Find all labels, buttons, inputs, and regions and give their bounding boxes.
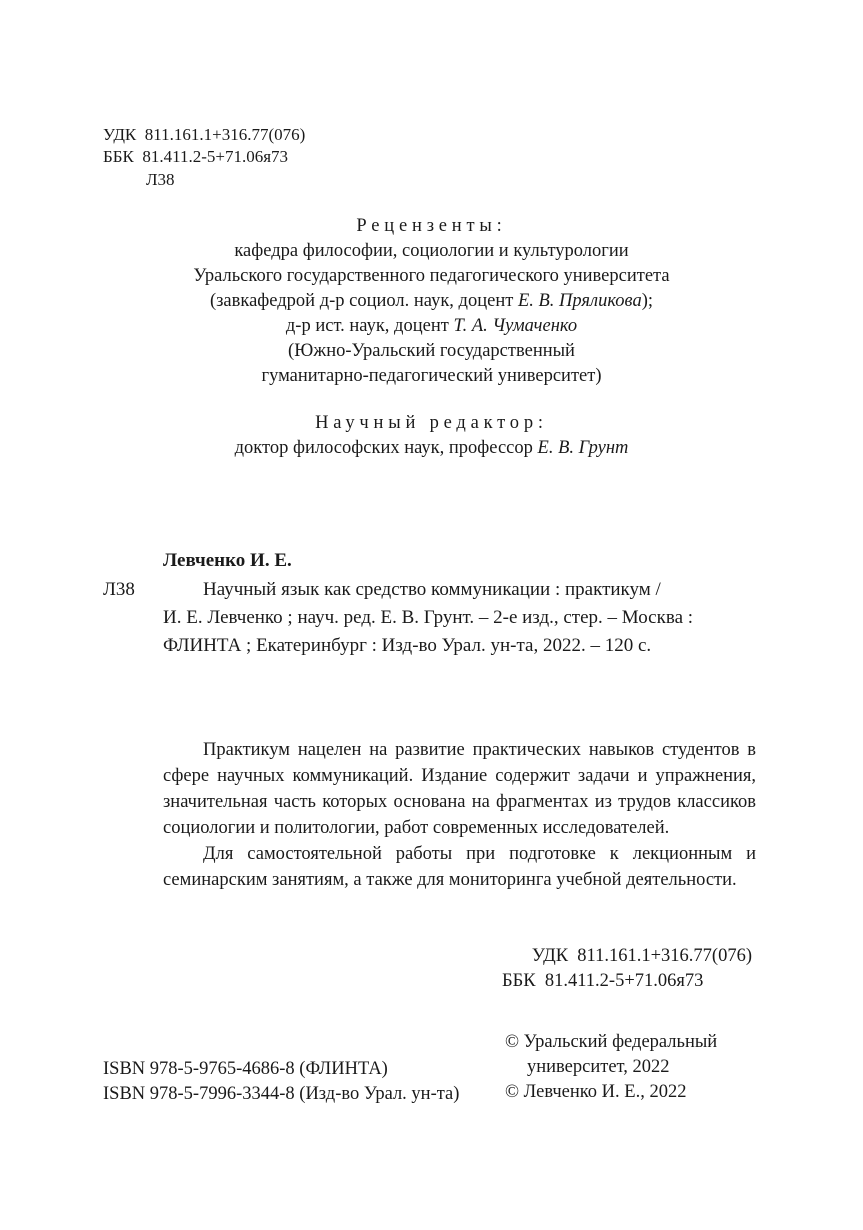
record-line-2: И. Е. Левченко ; науч. ред. Е. В. Грунт. – 2-е изд., стер. – Москва :: [163, 607, 694, 628]
author-mark-top: Л38: [146, 170, 175, 189]
bbk-value: 81.411.2-5+71.06я73: [142, 147, 289, 166]
udk-value: 811.161.1+316.77(076): [144, 125, 306, 144]
abstract-paragraph-1: Практикум нацелен на развитие практических навыков студентов в сфере научных коммуникаций. Издание содержит задачи и упражнения, значительная часть которых основана на фрагментах из трудов классиков социологии и политологии, работ современных исследователей.: [163, 740, 756, 838]
reviewer-name-2: Т. А. Чумаченко: [453, 316, 578, 336]
isbn-flinta: ISBN 978-5-9765-4686-8 (ФЛИНТА): [103, 1059, 388, 1079]
reviewers-line-6: гуманитарно-педагогический университет): [261, 366, 602, 386]
reviewers-block: [0, 214, 863, 389]
reviewers-heading: Рецензенты:: [356, 216, 507, 236]
bbk-label: ББК: [103, 147, 134, 166]
copyright-line-1: © Уральский федеральный: [505, 1032, 718, 1052]
udk-label: УДК: [103, 125, 137, 144]
editor-heading: Научный редактор:: [315, 413, 548, 433]
editor-line: доктор философских наук, профессор Е. В. Грунт: [234, 438, 629, 458]
reviewers-line-4: д-р ист. наук, доцент Т. А. Чумаченко: [285, 316, 578, 336]
reviewers-line-5: (Южно-Уральский государственный: [288, 341, 575, 361]
abstract: [163, 737, 756, 893]
reviewers-line-2: Уральского государственного педагогического университета: [193, 266, 670, 286]
copyright-line-3: © Левченко И. Е., 2022: [505, 1082, 687, 1102]
reviewers-line-1: кафедра философии, социологии и культурологии: [234, 241, 629, 261]
bbk-bottom: ББК 81.411.2-5+71.06я73: [502, 971, 704, 991]
record-description: [163, 576, 753, 660]
copyright-line-2: университет, 2022: [527, 1057, 670, 1077]
record-author: Левченко И. Е.: [163, 550, 292, 571]
udk-bottom: УДК 811.161.1+316.77(076): [531, 946, 752, 966]
reviewer-name-1: Е. В. Пряликова: [517, 291, 642, 311]
isbn-urfu: ISBN 978-5-7996-3344-8 (Изд-во Урал. ун-та): [103, 1084, 460, 1104]
udk-top: [103, 124, 305, 146]
editor-block: [0, 411, 863, 461]
abstract-paragraph-2: Для самостоятельной работы при подготовке к лекционным и семинарским занятиям, а также для мониторинга учебной деятельности.: [163, 844, 756, 890]
record-mark: Л38: [103, 579, 135, 600]
record-line-3: ФЛИНТА ; Екатеринбург : Изд-во Урал. ун-та, 2022. – 120 с.: [163, 635, 652, 656]
editor-name: Е. В. Грунт: [537, 438, 629, 458]
record-line-1: Научный язык как средство коммуникации : практикум /: [203, 579, 661, 600]
bbk-top: [103, 146, 288, 168]
reviewers-line-3: (завкафедрой д-р социол. наук, доцент Е. В. Пряликова);: [209, 291, 654, 311]
